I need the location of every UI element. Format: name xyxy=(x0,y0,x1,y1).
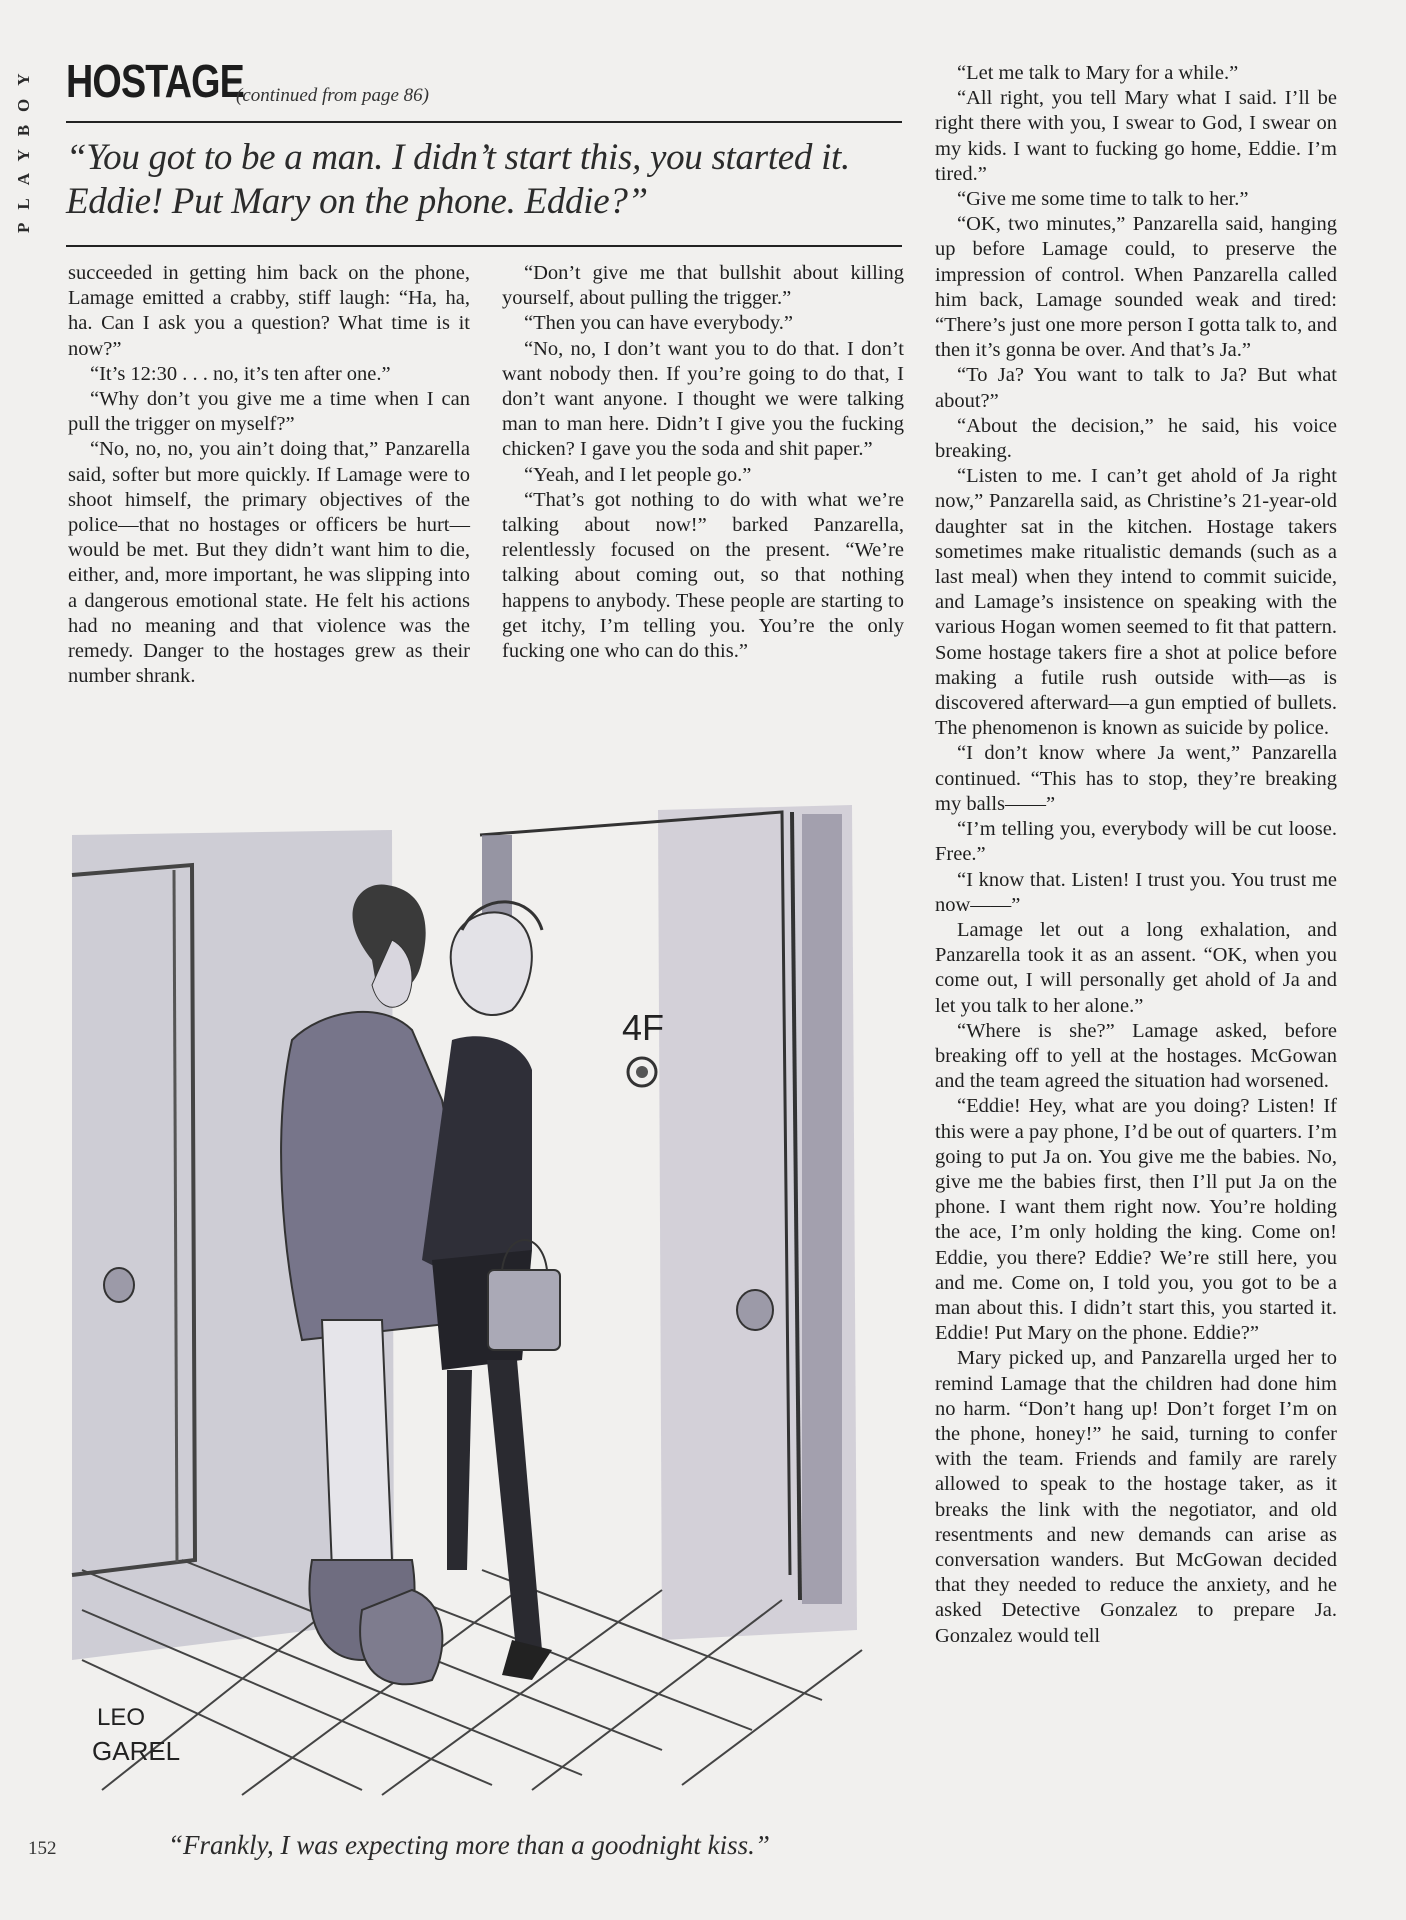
paragraph: “Don’t give me that bullshit about killing yourself, about pulling the trigger.” xyxy=(502,262,904,310)
paragraph: “I know that. Listen! I trust you. You trust me now——” xyxy=(935,868,1337,916)
paragraph: “I don’t know where Ja went,” Panzarella continued. “This has to stop, they’re breaking my balls——” xyxy=(935,742,1337,815)
pull-quote: “You got to be a man. I didn’t start this, you started it. Eddie! Put Mary on the phone. Eddie?” xyxy=(66,137,850,222)
paragraph: “It’s 12:30 . . . no, it’s ten after one.” xyxy=(90,362,391,385)
paragraph: “Let me talk to Mary for a while.” xyxy=(957,62,1239,84)
paragraph: “Where is she?” Lamage asked, before breaking off to yell at the hostages. McGowan and the team agreed the situation had worsened. xyxy=(935,1019,1337,1093)
paragraph: “About the decision,” he said, his voice breaking. xyxy=(935,414,1337,463)
text-column-3 xyxy=(935,61,1337,1649)
paragraph: succeeded in getting him back on the phone, Lamage emitted a crabby, stiff laugh: “Ha, ha, ha. Can I ask you a question? What time is it now?” xyxy=(68,262,470,360)
paragraph: “No, no, I don’t want you to do that. I don’t want nobody then. If you’re going to do that, I don’t want anyone. I thought we were talking man to man here. Didn’t I give you the fucking chicken? I gave you the soda and shit paper.” xyxy=(502,337,904,461)
woman-figure xyxy=(422,902,560,1680)
paragraph: “Then you can have everybody.” xyxy=(524,312,794,335)
article-header xyxy=(66,55,902,107)
door-number: 4F xyxy=(622,1007,665,1048)
paragraph: “Give me some time to talk to her.” xyxy=(957,188,1249,211)
left-door-knob xyxy=(104,1268,134,1302)
paragraph: “Listen to me. I can’t get ahold of Ja right now,” Panzarella said, as Christine’s 21-year-old daughter sat in the kitchen. Hostage takers sometimes make ritualistic demands (such as a last meal) when they intend to commit suicide, and Lamage’s insistence on speaking with the various Hogan women seemed to fit that pattern. Some hostage takers fire a shot at police before making a futile rush outside with—as is discovered afterward—a gun emptied of bullets. The phenomenon is known as suicide by police. xyxy=(935,465,1337,740)
article-title: HOSTAGE xyxy=(66,55,244,107)
paragraph: “To Ja? You want to talk to Ja? But what about?” xyxy=(935,364,1337,412)
paragraph: Lamage let out a long exhalation, and Panzarella took it as an assent. “OK, when you come out, I will personally get ahold of Ja and let you talk to her alone.” xyxy=(935,918,1337,1017)
text-column-1 xyxy=(68,261,470,689)
paragraph: “OK, two minutes,” Panzarella said, hanging up before Lamage could, to preserve the impression of control. When Panzarella called him back, Lamage sounded weak and tired: “There’s just one more person I gotta talk to, and then it’s gonna be over. And that’s Ja.” xyxy=(935,213,1337,362)
header-rule xyxy=(66,121,902,123)
paragraph: “No, no, no, you ain’t doing that,” Panzarella said, softer but more quickly. If Lamage were to shoot himself, the primary objectives of the police—that no hostages or officers be hurt—would be met. But they didn’t want him to die, either, and, more important, he was slipping into a dangerous emotional state. He felt his actions had no meaning and that violence was the remedy. Danger to the hostages grew as their number shrank. xyxy=(68,438,470,688)
text-column-2 xyxy=(502,261,904,664)
paragraph: “Eddie! Hey, what are you doing? Listen! If this were a pay phone, I’d be out of quarters. I’m going to put Ja on. You give me the babies. No, give me the babies first, then I’ll put Ja on the phone. I want them right now. You’re holding the ace, I’m only holding the king. Come on! Eddie, you there? Eddie? We’re still here, you and me. Come on, I told you, you got to be a man about this. I didn’t start this, you started it. Eddie! Put Mary on the phone. Eddie?” xyxy=(935,1095,1337,1345)
right-door-knob xyxy=(737,1290,773,1330)
pull-quote-rule xyxy=(66,245,902,247)
paragraph: “That’s got nothing to do with what we’re talking about now!” barked Panzarella, relentlessly focused on the present. “We’re talking about coming out, so that nothing happens to anybody. These people are starting to get itchy, I’m telling you. You’re the only fucking one who can do this.” xyxy=(502,488,904,663)
cartoon-illustration xyxy=(62,800,904,1805)
continued-note: (continued from page 86) xyxy=(236,85,429,106)
paragraph: “Yeah, and I let people go.” xyxy=(524,463,752,486)
magazine-spine-label: PLAYBOY xyxy=(14,60,33,233)
woman-handbag xyxy=(488,1270,560,1350)
paragraph: Mary picked up, and Panzarella urged her to remind Lamage that the children had done him no harm. “Don’t hang up! Don’t forget I’m on the phone, honey!” he said, turning to confer with the team. Friends and family are rarely allowed to speak to the hostage taker, as it breaks the link with the negotiator, and old resentments and new demands can arise as conversation wanders. But McGowan decided that they needed to reduce the anxiety, and he asked Detective Gonzalez to prepare Ja. Gonzalez would tell xyxy=(935,1347,1337,1647)
page-number: 152 xyxy=(28,1838,57,1859)
artist-signature-line1: LEO xyxy=(97,1704,146,1731)
paragraph: “All right, you tell Mary what I said. I’ll be right there with you, I swear to God, I swear on my kids. I want to fucking go home, Eddie. I’m tired.” xyxy=(935,87,1337,185)
paragraph: “Why don’t you give me a time when I can pull the trigger on myself?” xyxy=(68,388,470,436)
paragraph: “I’m telling you, everybody will be cut loose. Free.” xyxy=(935,818,1337,866)
artist-signature-line2: GAREL xyxy=(92,1736,181,1766)
cartoon-caption: “Frankly, I was expecting more than a goodnight kiss.” xyxy=(168,1830,770,1860)
